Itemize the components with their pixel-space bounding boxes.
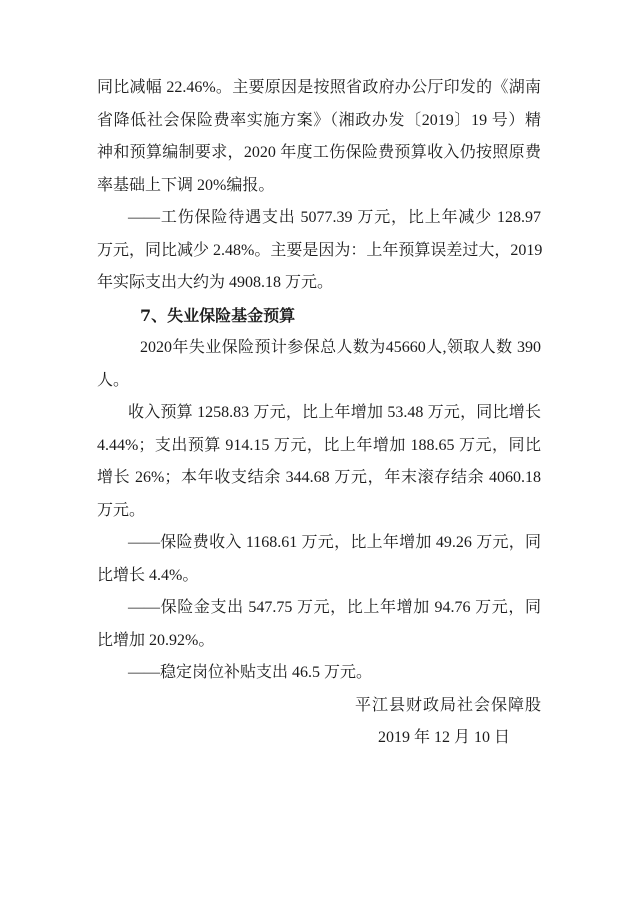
workers-injury-benefit-paragraph [97,202,541,300]
workers-injury-continuation-paragraph [97,72,541,202]
paragraph-line: 率基础上下调 20%编报。 [97,176,275,194]
paragraph-line: 人。 [97,371,130,389]
section-heading: 7、失业保险基金预算 [140,305,296,325]
paragraph-line: 同比减幅 22.46%。主要原因是按照省政府办公厅印发的《湖南 [97,79,541,96]
job-stabilization-subsidy-paragraph [97,657,541,690]
paragraph-line: 4.44%；支出预算 914.15 万元，比上年增加 188.65 万元，同比 [97,436,541,454]
paragraph-line: 收入预算 1258.83 万元，比上年增加 53.48 万元，同比增长 [128,404,541,421]
paragraph-line: ——保险金支出 547.75 万元，比上年增加 94.76 万元，同 [128,599,541,616]
signature-block [97,690,541,755]
premium-income-paragraph [97,527,541,592]
document-body [97,72,541,755]
paragraph-line: 2020年失业保险预计参保总人数为45660人,领取人数 390 [140,339,541,356]
insured-headcount-paragraph [97,332,541,397]
paragraph-line: 年实际支出大约为 4908.18 万元。 [97,274,334,291]
paragraph-line: 万元，同比减少 2.48%。主要是因为：上年预算误差过大，2019 [97,241,543,259]
paragraph-line: 省降低社会保险费率实施方案》（湘政办发〔2019〕19 号）精 [97,111,541,129]
paragraph-line: 神和预算编制要求，2020 年度工伤保险费预算收入仍按照原费 [97,144,541,161]
benefit-expense-paragraph [97,592,541,657]
paragraph-line: 比增长 4.4%。 [97,566,199,584]
signature-date: 2019 年 12 月 10 日 [378,729,511,746]
signature-department: 平江县财政局社会保障股 [355,696,541,714]
budget-summary-paragraph [97,397,541,527]
paragraph-line: ——工伤保险待遇支出 5077.39 万元，比上年减少 128.97 [128,209,541,226]
paragraph-line: 万元。 [97,501,146,519]
paragraph-line: 比增加 20.92%。 [97,631,215,649]
paragraph-line: ——稳定岗位补贴支出 46.5 万元。 [128,664,373,681]
paragraph-line: 增长 26%；本年收支结余 344.68 万元，年末滚存结余 4060.18 [97,469,541,486]
paragraph-line: ——保险费收入 1168.61 万元，比上年增加 49.26 万元，同 [128,534,541,551]
